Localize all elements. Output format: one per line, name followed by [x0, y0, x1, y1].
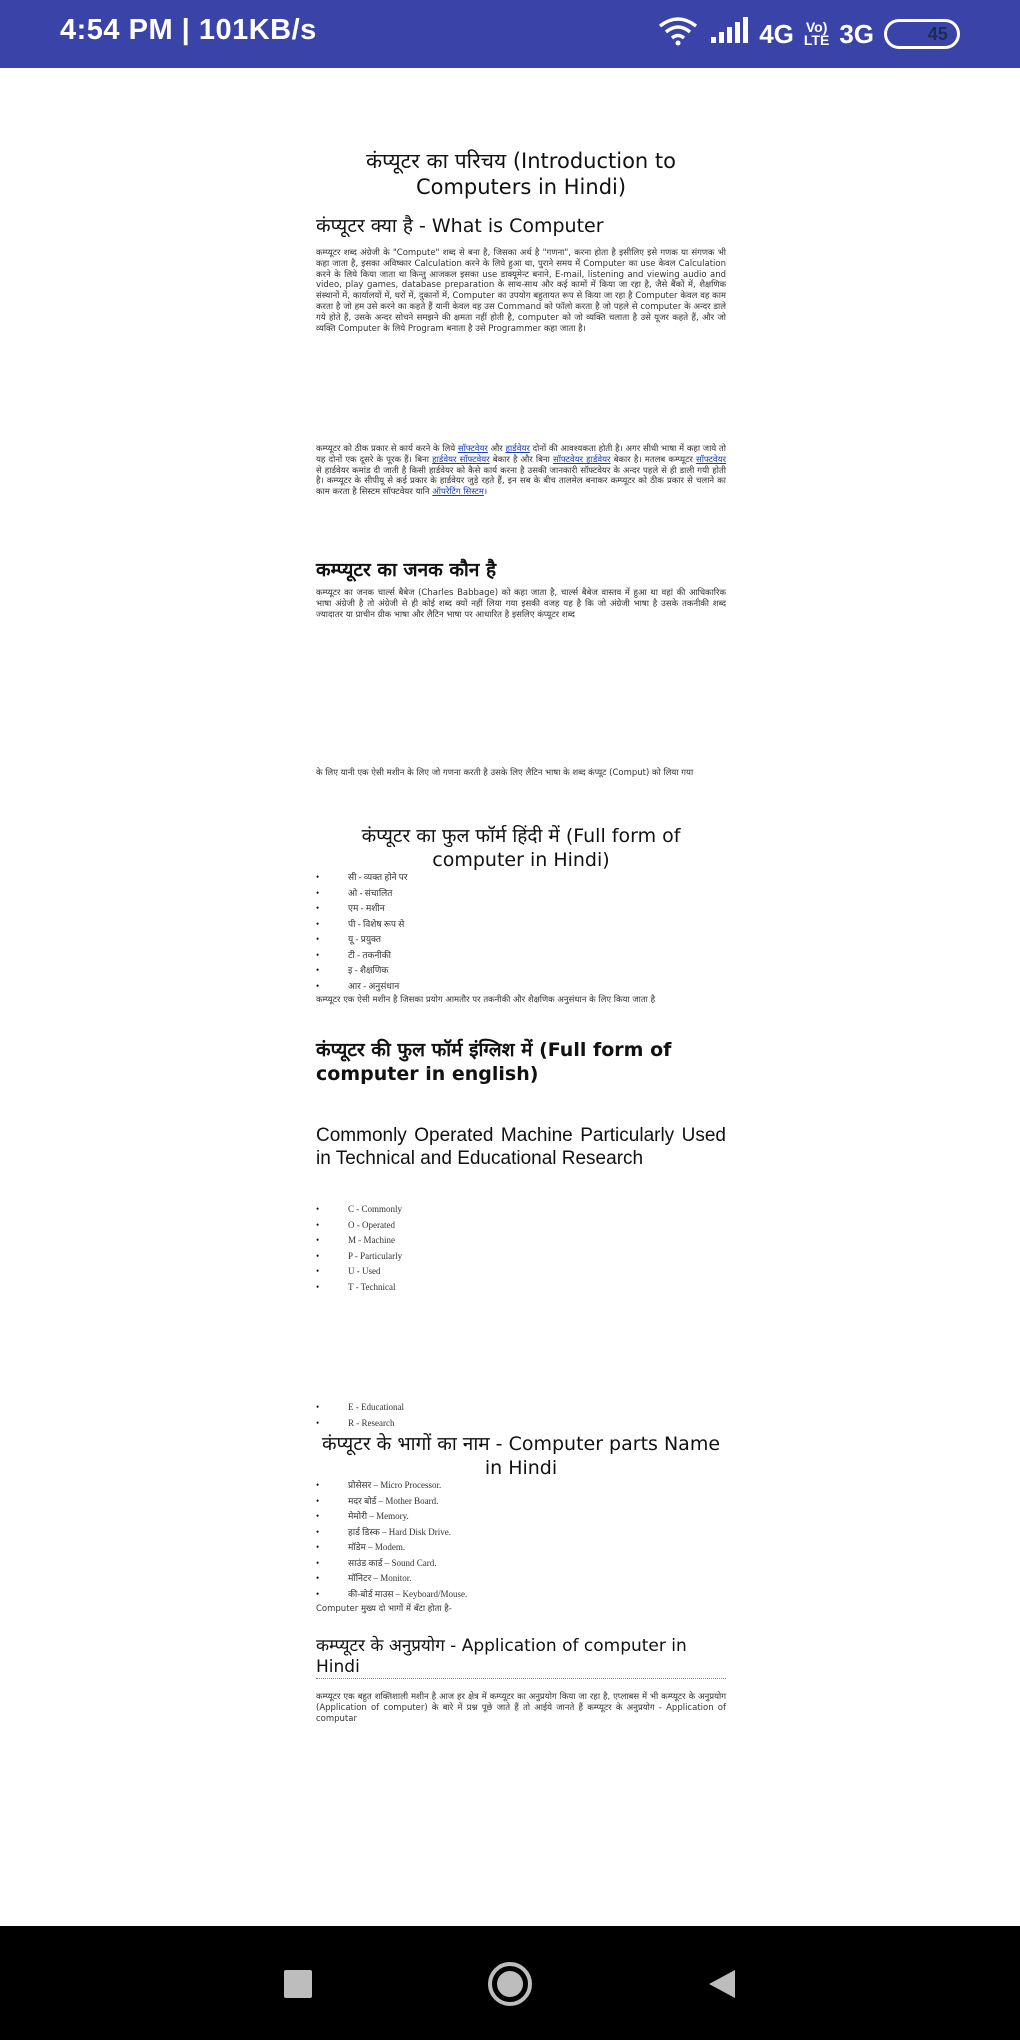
paragraph-application: कम्प्यूटर एक बहुत शक्तिशाली मशीन है आज हर क्षेत्र में कम्प्यूटर का अनुप्रयोग किया जा रहा है, एप्लाबस में भी कम्प्यूटर के अनुप्रयोग (Application of computer) के बारे में प्रश्न पूछे जाते हैं तो आईये जानते हैं कम्प्यूटर के अनुप्रयोग - Application of computar	[316, 1692, 726, 1724]
list-item: • आर - अनुसंधान	[316, 979, 726, 995]
full-form-english-heading: कंप्यूटर की फुल फॉर्म इंग्लिश में (Full form of computer in english)	[316, 1039, 672, 1085]
link-software-hardware[interactable]: सॉफ्टवेयर हार्डवेयर	[552, 454, 611, 465]
father-heading: कम्प्यूटर का जनक कौन है	[316, 559, 497, 581]
parts-heading: कंप्यूटर के भागों का नाम - Computer parts Name in Hindi	[321, 1433, 721, 1479]
status-bar	[0, 0, 1020, 68]
computer-parts-list	[316, 1478, 726, 1602]
english-full-form-list	[316, 1202, 726, 1295]
list-item: • O - Operated	[316, 1218, 726, 1234]
battery-level: 45	[927, 23, 948, 44]
what-is-heading: कंप्यूटर क्या है - What is Computer	[316, 215, 604, 237]
list-item: • टी - तकनीकी	[316, 948, 726, 964]
paragraph-father: कम्प्यूटर का जनक चार्ल्स बैबेज (Charles Babbage) को कहा जाता है, चार्ल्स बैबेज वास्तव में हुआ था वहां की आधिकारिक भाषा अंग्रेजी है तो अंग्रेजी से ही कोई शब्द क्यों नहीं लिया गया इसकी वजह यह है कि जो अंग्रेजी भाषा है उसके तकनीकी शब्द ज्यादातर या प्राचीन ग्रीक भाषा और लैटिन भाषा पर आधारित है इसलिए कंप्यूटर शब्द	[316, 588, 726, 620]
para-2-block	[316, 444, 726, 498]
recent-apps-button[interactable]	[270, 1956, 326, 2012]
full-form-english-section	[316, 1038, 726, 1086]
full-form-text: Commonly Operated Machine Particularly Used in Technical and Educational Research	[316, 1125, 726, 1169]
volte-icon: Vo) LTE	[803, 19, 830, 48]
english-items-block-1	[316, 1202, 726, 1295]
triangle-back-icon	[705, 1967, 739, 2001]
list-item: • हार्ड डिस्क – Hard Disk Drive.	[316, 1525, 726, 1541]
list-item: • T - Technical	[316, 1280, 726, 1296]
status-icons	[657, 12, 960, 56]
paragraph-intro: कम्प्यूटर शब्द अंग्रेजी के "Compute" शब्द से बना है, जिसका अर्थ है "गणना", करना होता है इसीलिए इसे गणक या संगणक भी कहा जाता है, इसका अविष्कार Calculation करने के लिये हुआ था, पुराने समय में Computer का use केवल Calculation करने के लिये किया जाता था किन्तु आजकल इसका use डाक्यूमेन्ट बनाने, E-mail, listening and viewing audio and video, play games, database preparation के साथ-साथ और कई कामों में किया जा रहा है, जैसे बैंकों में, शैक्षणिक संस्थानों में, कार्यालयों में, घरों में, दुकानों में, Computer का उपयोग बहुतायत रूप से किया जा रहा है Computer केवल वह काम करता है जो हम उसे करने का कहते हैं यानी केवल वह उस Command को फॉलो करता है जो पहले से computer के अन्दर डाले गये होते हैं, उसके अन्दर सोचने समझने की क्षमता नहीं होती है, computer को जो व्यक्ति चलाता है उसे यूजर कहते हैं, और जो व्यक्ति Computer के लिये Program बनाता है उसे Programmer कहा जाता है।	[316, 248, 726, 334]
network-type-4g: 4G	[759, 18, 794, 49]
list-item: • एम - मशीन	[316, 901, 726, 917]
english-full-form-list-continued	[316, 1400, 726, 1431]
link-hardware[interactable]: हार्डवेयर	[505, 444, 530, 454]
english-items-block-2	[316, 1400, 726, 1431]
list-item: • पी - विशेष रूप से	[316, 917, 726, 933]
document-title: कंप्यूटर का परिचय (Introduction to Computers in Hindi)	[366, 149, 676, 199]
para-1-block	[316, 248, 726, 334]
back-button[interactable]	[694, 1956, 750, 2012]
list-item: • प्रोसेसर – Micro Processor.	[316, 1478, 726, 1494]
list-item: • मॉनिटर – Monitor.	[316, 1571, 726, 1587]
list-item: • E - Educational	[316, 1400, 726, 1416]
list-item: • मेमोरी – Memory.	[316, 1509, 726, 1525]
hindi-full-form-list	[316, 870, 726, 994]
link-software-2[interactable]: सॉफ्टवेयर	[695, 454, 727, 465]
full-form-text-block	[316, 1124, 726, 1170]
para-5-block	[316, 995, 726, 1006]
paragraph-usage: कम्प्यूटर एक ऐसी मशीन है जिसका प्रयोग आमतौर पर तकनीकी और शैक्षणिक अनुसंधान के लिए किया जाता है	[316, 995, 656, 1005]
link-operating-system[interactable]: ऑपरेटिंग सिस्टम	[432, 487, 484, 498]
paragraph-hardware-software: कम्प्यूटर को ठीक प्रकार से कार्य करने के लिये सॉफ्टवेयर और हार्डवेयर दोनों की आवश्यकता होती है। अगर सीधी भाषा में कहा जाये तो यह दोनों एक दूसरे के पूरक हैं। बिना हार्डवेयर सॉफ्टवेयर बेकार है और बिना सॉफ्टवेयर हार्डवेयर बेकार है। मतलब कम्प्यूटर सॉफ्टवेयर से हार्डवेयर कमांड दी जाती है किसी हार्डवेयर को कैसे कार्य करना है उसकी जानकारी सॉफ्टवेयर के अन्दर पहले से ही डाली गयी होती है। कम्प्यूटर के सीपीयू से कई प्रकार के हार्डवेयर जुड़े रहते हैं, इन सब के बीच तालमेल बनाकर कम्प्यूटर को ठीक प्रकार से चलाने का काम करता है सिस्टम सॉफ्टवेयर यानि ऑपरेटिंग सिस्टम।	[316, 444, 727, 498]
para-3-block	[316, 588, 726, 620]
list-item: • मॉडेम – Modem.	[316, 1540, 726, 1556]
list-item: • C - Commonly	[316, 1202, 726, 1218]
status-time-speed: 4:54 PM | 101KB/s	[60, 14, 317, 46]
list-item: • P - Particularly	[316, 1249, 726, 1265]
parts-note: Computer मुख्य दो भागों में बँटा होता है-	[316, 1604, 452, 1614]
list-item: • U - Used	[316, 1264, 726, 1280]
para-4-block	[316, 768, 726, 779]
list-item: • M - Machine	[316, 1233, 726, 1249]
para-6-block	[316, 1692, 726, 1724]
link-software[interactable]: सॉफ्टवेयर	[457, 444, 488, 454]
list-item: • सी - व्यक्त होने पर	[316, 870, 726, 886]
parts-section	[316, 1432, 726, 1480]
home-button[interactable]	[482, 1956, 538, 2012]
parts-items-block	[316, 1478, 726, 1602]
navigation-bar	[0, 1926, 1020, 2040]
father-section	[316, 558, 726, 582]
network-type-3g: 3G	[839, 18, 874, 49]
circle-icon	[485, 1959, 535, 2009]
application-heading: कम्प्यूटर के अनुप्रयोग - Application of computer in Hindi	[316, 1636, 726, 1679]
battery-icon	[884, 19, 960, 49]
what-is-section	[316, 214, 726, 238]
list-item: • R - Research	[316, 1416, 726, 1432]
paragraph-comput: के लिए यानी एक ऐसी मशीन के लिए जो गणना करती है उसके लिए लैटिन भाषा के शब्द कंप्यूट (Comput) को लिया गया	[316, 768, 694, 778]
parts-note-block	[316, 1604, 726, 1615]
link-hardware-software[interactable]: हार्डवेयर सॉफ्टवेयर	[432, 454, 490, 465]
wifi-icon	[657, 16, 699, 53]
list-item: • मदर बोर्ड – Mother Board.	[316, 1494, 726, 1510]
signal-strength-icon	[709, 17, 749, 52]
full-form-hindi-heading: कंप्यूटर का फुल फॉर्म हिंदी में (Full form of computer in Hindi)	[361, 825, 681, 871]
list-item: • की-बोर्ड माउस – Keyboard/Mouse.	[316, 1587, 726, 1603]
square-icon	[281, 1967, 315, 2001]
hindi-items-block	[316, 870, 726, 994]
list-item: • इ - शैक्षणिक	[316, 963, 726, 979]
full-form-hindi-section	[316, 824, 726, 872]
document-title-block	[316, 148, 726, 200]
application-section	[316, 1636, 726, 1679]
list-item: • ओ - संचालित	[316, 886, 726, 902]
list-item: • यू - प्रयुक्त	[316, 932, 726, 948]
list-item: • साउंड कार्ड – Sound Card.	[316, 1556, 726, 1572]
